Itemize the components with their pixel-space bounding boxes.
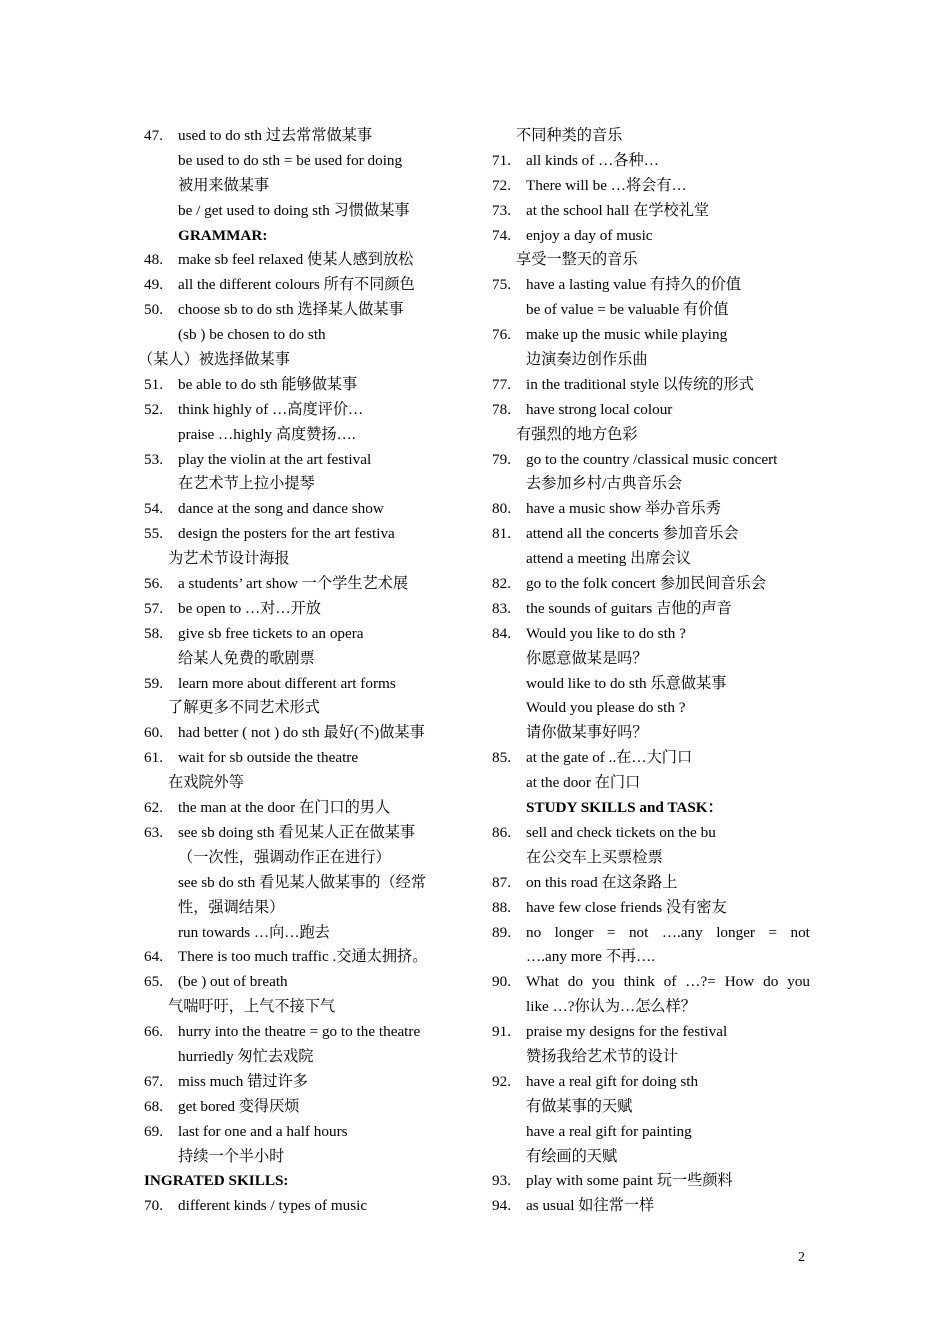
phrase-text: all kinds of …各种…: [526, 151, 659, 169]
item-number: 57.: [144, 599, 163, 617]
phrase-text: a students’ art show 一个学生艺术展: [178, 575, 409, 593]
vocab-line: [144, 896, 462, 921]
item-number: 82.: [492, 575, 511, 593]
phrase-text: 持续一个半小时: [178, 1147, 285, 1165]
phrase-text: in the traditional style 以传统的形式: [526, 375, 754, 393]
vocab-line: [144, 796, 462, 821]
phrase-text: There is too much traffic .交通太拥挤。: [178, 948, 428, 966]
vocab-line: [492, 696, 810, 721]
item-number: 62.: [144, 799, 163, 817]
item-number: 94.: [492, 1197, 511, 1215]
vocab-line: [144, 273, 462, 298]
section-heading: GRAMMAR:: [178, 226, 268, 244]
item-number: 79.: [492, 450, 511, 468]
item-number: 72.: [492, 176, 511, 194]
vocab-line: [492, 373, 810, 398]
vocab-line: [144, 746, 462, 771]
phrase-text: see sb doing sth 看见某人正在做某事: [178, 823, 416, 841]
vocab-line: [492, 846, 810, 871]
vocab-line: [492, 896, 810, 921]
item-number: 89.: [492, 923, 511, 941]
phrase-text: different kinds / types of music: [178, 1197, 368, 1215]
vocab-line: [144, 995, 462, 1020]
phrase-text: 性，强调结果）: [178, 898, 285, 916]
vocab-line: [492, 472, 810, 497]
vocab-line: [144, 224, 462, 249]
phrase-text: What do you think of …?= How do you: [526, 973, 810, 991]
phrase-text: 了解更多不同艺术形式: [168, 699, 320, 717]
vocab-line: [492, 149, 810, 174]
phrase-text: 有强烈的地方色彩: [516, 425, 638, 443]
vocab-line: [144, 373, 462, 398]
phrase-text: attend all the concerts 参加音乐会: [526, 525, 739, 543]
phrase-text: attend a meeting 出席会议: [526, 550, 691, 568]
item-number: 91.: [492, 1023, 511, 1041]
item-number: 65.: [144, 973, 163, 991]
vocab-line: [144, 472, 462, 497]
vocab-line: [144, 398, 462, 423]
phrase-text: ….any more 不再….: [526, 948, 656, 966]
phrase-text: would like to do sth 乐意做某事: [526, 674, 727, 692]
phrase-text: have a lasting value 有持久的价值: [526, 276, 742, 294]
vocab-line: [492, 622, 810, 647]
vocab-line: [144, 696, 462, 721]
phrase-text: miss much 错过许多: [178, 1072, 308, 1090]
phrase-text: think highly of …高度评价…: [178, 400, 364, 418]
vocab-line: [492, 124, 810, 149]
phrase-text: enjoy a day of music: [526, 226, 653, 244]
phrase-text: like …?你认为…怎么样？: [526, 998, 696, 1016]
vocab-line: [492, 547, 810, 572]
phrase-text: give sb free tickets to an opera: [178, 624, 364, 642]
item-number: 83.: [492, 599, 511, 617]
vocab-line: [492, 273, 810, 298]
vocab-line: [144, 647, 462, 672]
item-number: 71.: [492, 151, 511, 169]
vocab-line: [492, 522, 810, 547]
phrase-text: design the posters for the art festiva: [178, 525, 395, 543]
item-number: 49.: [144, 276, 163, 294]
phrase-text: 你愿意做某是吗？: [526, 649, 648, 667]
phrase-text: praise …highly 高度赞扬….: [178, 425, 356, 443]
vocab-line: [492, 995, 810, 1020]
vocab-line: [492, 746, 810, 771]
phrase-text: all the different colours 所有不同颜色: [178, 276, 415, 294]
phrase-text: （某人）被选择做某事: [138, 351, 290, 369]
vocab-line: [144, 497, 462, 522]
vocab-line: [492, 448, 810, 473]
phrase-text: 为艺术节设计海报: [168, 550, 290, 568]
phrase-text: go to the country /classical music concert: [526, 450, 778, 468]
item-number: 81.: [492, 525, 511, 543]
vocab-line: [492, 1169, 810, 1194]
phrase-text: 气喘吁吁，上气不接下气: [168, 998, 336, 1016]
phrase-text: (sb ) be chosen to do sth: [178, 326, 326, 344]
phrase-text: be used to do sth = be used for doing: [178, 151, 403, 169]
phrase-text: sell and check tickets on the bu: [526, 823, 716, 841]
vocab-line: [492, 721, 810, 746]
phrase-text: be / get used to doing sth 习惯做某事: [178, 201, 410, 219]
vocab-line: [492, 497, 810, 522]
item-number: 54.: [144, 500, 163, 518]
phrase-text: have a real gift for painting: [526, 1122, 692, 1140]
phrase-text: Would you like to do sth ?: [526, 624, 686, 642]
vocab-line: [492, 921, 810, 946]
vocab-line: [492, 298, 810, 323]
phrase-text: make sb feel relaxed 使某人感到放松: [178, 251, 414, 269]
vocab-line: [144, 771, 462, 796]
vocab-line: [492, 796, 810, 821]
phrase-text: have few close friends 没有密友: [526, 898, 727, 916]
vocab-line: [492, 199, 810, 224]
item-number: 55.: [144, 525, 163, 543]
phrase-text: had better ( not ) do sth 最好(不)做某事: [178, 724, 425, 742]
phrase-text: 在戏院外等: [168, 774, 244, 792]
item-number: 64.: [144, 948, 163, 966]
phrase-text: There will be …将会有…: [526, 176, 687, 194]
phrase-text: praise my designs for the festival: [526, 1023, 728, 1041]
vocab-line: [144, 597, 462, 622]
vocab-line: [144, 1070, 462, 1095]
phrase-text: hurry into the theatre = go to the theatre: [178, 1023, 421, 1041]
item-number: 85.: [492, 749, 511, 767]
phrase-text: have strong local colour: [526, 400, 673, 418]
phrase-text: used to do sth 过去常常做某事: [178, 127, 373, 144]
item-number: 75.: [492, 276, 511, 294]
vocab-line: [492, 1145, 810, 1170]
vocab-line: [144, 921, 462, 946]
phrase-text: 给某人免费的歌剧票: [178, 649, 315, 667]
phrase-text: no longer = not ….any longer = not: [526, 923, 810, 941]
vocab-line: [492, 348, 810, 373]
section-heading: STUDY SKILLS and TASK：: [526, 799, 723, 817]
vocab-line: [144, 945, 462, 970]
vocab-line: [144, 871, 462, 896]
item-number: 51.: [144, 375, 163, 393]
vocab-line: [144, 821, 462, 846]
vocab-line: [492, 871, 810, 896]
phrase-text: go to the folk concert 参加民间音乐会: [526, 575, 767, 593]
vocab-line: [144, 721, 462, 746]
vocab-line: [144, 572, 462, 597]
vocab-line: [144, 124, 462, 149]
vocab-line: [144, 1145, 462, 1170]
phrase-text: Would you please do sth ?: [526, 699, 686, 717]
vocab-line: [492, 771, 810, 796]
vocab-line: [492, 1045, 810, 1070]
phrase-text: 去参加乡村/古典音乐会: [526, 475, 683, 493]
phrase-text: 被用来做某事: [178, 176, 270, 194]
vocab-line: [144, 174, 462, 199]
item-number: 50.: [144, 301, 163, 319]
section-heading: INGRATED SKILLS:: [144, 1172, 289, 1190]
phrase-text: 享受一整天的音乐: [516, 251, 638, 269]
vocab-line: [492, 423, 810, 448]
vocab-line: [144, 1020, 462, 1045]
phrase-text: have a music show 举办音乐秀: [526, 500, 721, 518]
item-number: 90.: [492, 973, 511, 991]
vocab-line: [144, 672, 462, 697]
phrase-text: learn more about different art forms: [178, 674, 396, 692]
vocab-line: [492, 597, 810, 622]
phrase-text: see sb do sth 看见某人做某事的（经常: [178, 873, 427, 891]
item-number: 84.: [492, 624, 511, 642]
vocab-line: [492, 1120, 810, 1145]
vocab-line: [492, 945, 810, 970]
phrase-text: the man at the door 在门口的男人: [178, 799, 391, 817]
item-number: 61.: [144, 749, 163, 767]
vocab-line: [144, 298, 462, 323]
phrase-text: be open to …对…开放: [178, 599, 321, 617]
phrase-text: last for one and a half hours: [178, 1122, 348, 1140]
vocab-line: [144, 1120, 462, 1145]
left-column: [138, 124, 462, 1219]
vocab-line: [492, 970, 810, 995]
phrase-text: at the school hall 在学校礼堂: [526, 201, 710, 219]
vocab-line: [492, 1020, 810, 1045]
phrase-text: （一次性，强调动作正在进行）: [178, 848, 391, 866]
item-number: 93.: [492, 1172, 511, 1190]
phrase-text: 不同种类的音乐: [516, 127, 623, 144]
phrase-text: make up the music while playing: [526, 326, 728, 344]
vocab-line: [144, 149, 462, 174]
item-number: 78.: [492, 400, 511, 418]
item-number: 47.: [144, 127, 163, 144]
vocab-line: [144, 1095, 462, 1120]
vocab-line: [144, 423, 462, 448]
vocab-line: [492, 647, 810, 672]
item-number: 74.: [492, 226, 511, 244]
item-number: 56.: [144, 575, 163, 593]
vocab-line: [492, 323, 810, 348]
vocab-line: [144, 323, 462, 348]
phrase-text: 在艺术节上拉小提琴: [178, 475, 315, 493]
vocab-line: [492, 174, 810, 199]
phrase-text: at the gate of ..在…大门口: [526, 749, 693, 767]
phrase-text: be of value = be valuable 有价值: [526, 301, 729, 319]
item-number: 67.: [144, 1072, 163, 1090]
vocab-line: [144, 846, 462, 871]
vocab-line: [144, 448, 462, 473]
phrase-text: wait for sb outside the theatre: [178, 749, 359, 767]
item-number: 59.: [144, 674, 163, 692]
phrase-text: (be ) out of breath: [178, 973, 288, 991]
vocab-line: [492, 248, 810, 273]
vocab-line: [492, 224, 810, 249]
vocab-line: [492, 1095, 810, 1120]
item-number: 53.: [144, 450, 163, 468]
phrase-text: 有绘画的天赋: [526, 1147, 618, 1165]
item-number: 63.: [144, 823, 163, 841]
item-number: 80.: [492, 500, 511, 518]
phrase-text: the sounds of guitars 吉他的声音: [526, 599, 732, 617]
right-column: [492, 124, 810, 1219]
phrase-text: get bored 变得厌烦: [178, 1097, 300, 1115]
item-number: 52.: [144, 400, 163, 418]
phrase-text: dance at the song and dance show: [178, 500, 384, 518]
vocab-line: [144, 199, 462, 224]
phrase-text: choose sb to do sth 选择某人做某事: [178, 301, 404, 319]
vocab-line: [138, 348, 462, 373]
vocab-line: [144, 522, 462, 547]
phrase-text: hurriedly 匆忙去戏院: [178, 1047, 314, 1065]
phrase-text: at the door 在门口: [526, 774, 641, 792]
item-number: 87.: [492, 873, 511, 891]
vocab-line: [492, 572, 810, 597]
phrase-text: be able to do sth 能够做某事: [178, 375, 358, 393]
phrase-text: as usual 如往常一样: [526, 1197, 655, 1215]
phrase-text: 边演奏边创作乐曲: [526, 351, 648, 369]
phrase-text: 在公交车上买票检票: [526, 848, 663, 866]
phrase-text: 赞扬我给艺术节的设计: [526, 1047, 678, 1065]
phrase-text: on this road 在这条路上: [526, 873, 678, 891]
phrase-text: have a real gift for doing sth: [526, 1072, 699, 1090]
item-number: 73.: [492, 201, 511, 219]
vocab-line: [144, 970, 462, 995]
item-number: 92.: [492, 1072, 511, 1090]
vocab-line: [144, 1045, 462, 1070]
item-number: 66.: [144, 1023, 163, 1041]
vocab-line: [144, 248, 462, 273]
vocab-line: [492, 1070, 810, 1095]
phrase-text: run towards …向…跑去: [178, 923, 330, 941]
vocab-line: [144, 1194, 462, 1219]
phrase-text: play the violin at the art festival: [178, 450, 372, 468]
vocab-line: [144, 547, 462, 572]
item-number: 60.: [144, 724, 163, 742]
item-number: 69.: [144, 1122, 163, 1140]
vocab-line: [144, 1169, 462, 1194]
vocab-line: [492, 398, 810, 423]
item-number: 77.: [492, 375, 511, 393]
item-number: 86.: [492, 823, 511, 841]
vocab-line: [492, 821, 810, 846]
item-number: 76.: [492, 326, 511, 344]
vocab-line: [144, 622, 462, 647]
item-number: 58.: [144, 624, 163, 642]
page-number: 2: [798, 1250, 805, 1265]
phrase-text: play with some paint 玩一些颜料: [526, 1172, 733, 1190]
vocab-line: [492, 672, 810, 697]
vocab-line: [492, 1194, 810, 1219]
phrase-text: 请你做某事好吗？: [526, 724, 648, 742]
item-number: 68.: [144, 1097, 163, 1115]
item-number: 88.: [492, 898, 511, 916]
item-number: 70.: [144, 1197, 163, 1215]
item-number: 48.: [144, 251, 163, 269]
phrase-text: 有做某事的天赋: [526, 1097, 633, 1115]
